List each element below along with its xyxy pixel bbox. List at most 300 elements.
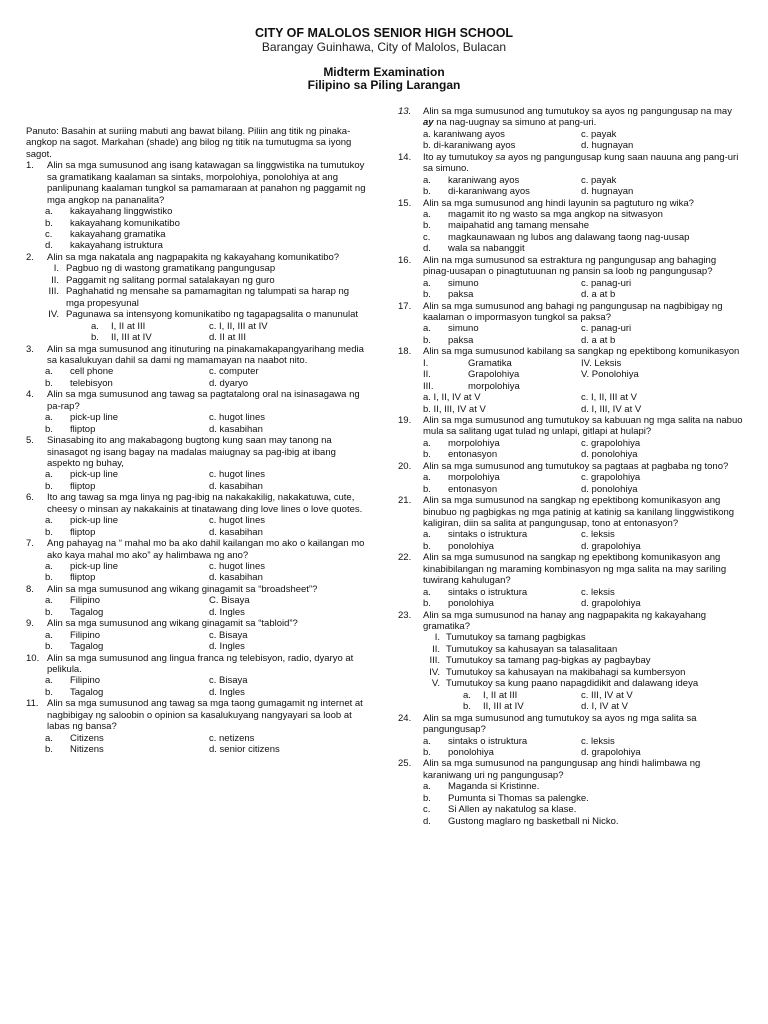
choice-a-c[interactable] [26, 595, 366, 606]
text-span: b. II, III, IV at V [423, 403, 486, 415]
text-span: sintaks o istruktura [448, 586, 528, 598]
text-span: c. I, II, III at IV [209, 320, 268, 332]
choice-a-c[interactable] [398, 690, 743, 701]
text-span: d. I, III, IV at V [581, 403, 642, 415]
text-span: b. [45, 377, 53, 389]
text-span: a. [45, 469, 53, 481]
question-number: 7. [26, 538, 34, 550]
text-span: III. [48, 286, 59, 298]
question-6 [26, 492, 366, 515]
text-span: b. [45, 217, 53, 229]
text-span: II, III at IV [483, 701, 524, 713]
question-number: 14. [398, 151, 412, 163]
question-8 [26, 584, 366, 595]
question-17 [398, 301, 743, 324]
text-span: Gramatika [468, 357, 512, 369]
question-number: 16. [398, 254, 412, 266]
text-span: a. [423, 472, 431, 484]
school-address: Barangay Guinhawa, City of Malolos, Bulacan [261, 40, 507, 54]
text-span: a. [45, 412, 53, 424]
text-span: d. [423, 243, 431, 255]
choice-a-c[interactable] [398, 472, 743, 483]
text-span: d. kasabihan [209, 526, 263, 538]
choice-a-c[interactable] [398, 529, 743, 540]
instructions: Panuto: Basahin at suriing mabuti ang bawat bilang. Piliin ang titik ng pinaka-angkop na sagot. Markahan (shade) ang bilog ng titik na tumutugma sa iyong sagot. [26, 126, 352, 160]
text-span: a. [423, 781, 431, 793]
text-span: d. kasabihan [209, 572, 263, 584]
text-span: III. [423, 380, 434, 392]
text-span: Tumutukoy sa tamang pagbigkas [446, 632, 586, 644]
question-text: Alin sa mga sumusunod ang tawag sa pagtatalong oral na isinasagawa ng pa-rap? [47, 389, 360, 412]
text-span: kakayahang komunikatibo [70, 217, 180, 229]
question-3 [26, 344, 366, 367]
roman-item [26, 263, 366, 274]
choice-b-d[interactable] [26, 607, 366, 618]
text-span: a. [423, 323, 431, 335]
text-span: kakayahang gramatika [70, 229, 166, 241]
choice-c[interactable] [398, 804, 743, 815]
text-span: d. Ingles [209, 606, 245, 618]
text-span: ponolohiya [448, 540, 494, 552]
text-span: b. [45, 606, 53, 618]
question-number: 4. [26, 389, 34, 401]
choice-c[interactable] [398, 232, 743, 243]
question-number: 22. [398, 552, 412, 564]
text-span: d. a at b [581, 334, 616, 346]
text-span: Paghahatid ng mensahe sa pamamagitan ng talumpati sa harap ng mga propesyunal [66, 286, 350, 309]
text-span: ayos ng pangungusap kung saan nauuna ang pang-uri sa simuno. [423, 151, 739, 175]
text-span: sintaks o istruktura [448, 529, 528, 541]
question-16 [398, 255, 743, 278]
text-span: karaniwang ayos [448, 174, 520, 186]
choice-b-d[interactable] [398, 598, 743, 609]
question-number: 2. [26, 251, 34, 263]
text-span: b. [423, 289, 431, 301]
text-span: Tagalog [70, 641, 104, 653]
question-text: Alin sa mga sumusunod na hanay ang nagpapakita ng kakayahang gramatika? [423, 609, 707, 632]
text-span: morpolohiya [468, 380, 520, 392]
text-span: pick-up line [70, 561, 119, 572]
text-span: c. [423, 231, 431, 243]
school-name: CITY OF MALOLOS SENIOR HIGH SCHOOL [254, 26, 514, 40]
choice-b[interactable] [26, 218, 366, 229]
question-24 [398, 713, 743, 736]
question-text [423, 106, 743, 129]
text-span: a. [45, 595, 53, 607]
roman-item [398, 644, 743, 655]
question-number: 17. [398, 300, 412, 312]
text-span: d. kasabihan [209, 480, 263, 492]
choice-b-d[interactable] [26, 572, 366, 583]
text-span: d. grapolohiya [581, 598, 641, 610]
text-span: maipahatid ang tamang mensahe [448, 220, 590, 232]
text-span: b. [423, 540, 431, 552]
choice-b-d[interactable] [26, 687, 366, 698]
choice-a[interactable] [26, 206, 366, 217]
text-span: a. [91, 320, 99, 332]
text-span: Grapolohiya [468, 369, 520, 381]
text-span: c. netizens [209, 732, 255, 744]
text-span: b. [423, 598, 431, 610]
choice-a-c[interactable] [398, 323, 743, 334]
text-span: a. [45, 561, 53, 572]
choice-b-d[interactable] [26, 527, 366, 538]
text-span: a. [423, 586, 431, 598]
text-span: d. I, IV at V [581, 701, 628, 713]
choice-b-d[interactable] [398, 404, 743, 415]
text-span: c. I, II, III at V [581, 392, 637, 404]
question-text: Alin sa mga sumusunod na pangungusap ang hindi halimbawa ng karaniwang uri ng pangungusap? [423, 758, 701, 781]
question-7 [26, 538, 366, 561]
choice-a-c[interactable] [26, 366, 366, 377]
question-22 [398, 552, 743, 586]
text-span: II. [423, 369, 431, 381]
choice-a-c[interactable] [26, 733, 366, 744]
text-span: d. a at b [581, 289, 616, 301]
question-number: 6. [26, 492, 34, 504]
question-5 [26, 435, 366, 469]
text-span: d. Ingles [209, 686, 245, 698]
text-span: may [714, 106, 732, 117]
text-span: c. leksis [581, 735, 615, 747]
question-number: 11. [26, 698, 39, 710]
choice-a-c[interactable] [26, 630, 366, 641]
question-4 [26, 389, 366, 412]
text-span: a. [45, 675, 53, 687]
text-span: Citizens [70, 732, 104, 744]
question-text: Alin sa mga sumusunod na sangkap ng epektibong komunikasyon ang binubuo ng pagbigkas ng mga patinig at katinig sa kanilang linggwistikong kaligiran, diin sa salita at pangungusap, tono at entonasyon? [423, 495, 735, 529]
emphasis-text [423, 117, 434, 128]
text-span: b. [423, 334, 431, 346]
choice-b[interactable] [398, 220, 743, 231]
text-span: pick-up line [70, 412, 119, 424]
text-span: simuno [448, 277, 479, 289]
text-span: b. [45, 572, 53, 584]
question-text: Alin sa mga sumusunod ang lingua franca ng telebisyon, radio, dyaryo at pelikula. [47, 652, 354, 675]
text-span: di-karaniwang ayos [448, 186, 530, 198]
question-text: Alin sa mga sumusunod kabilang sa sangkap ng epektibong komunikasyon [423, 346, 740, 358]
question-text: Alin sa mga sumusunod ang wikang ginagamit sa “tabloid”? [47, 618, 298, 630]
component-row [398, 381, 743, 392]
text-span: d. kasabihan [209, 423, 263, 435]
text-span: sa [495, 151, 506, 163]
question-text: Alin sa mga nakatala ang nagpapakita ng kakayahang komunikatibo? [47, 251, 340, 263]
text-span: b. [423, 483, 431, 495]
text-span: Pagbuo ng di wastong gramatikang pangungusap [66, 263, 276, 275]
text-span: I. [53, 263, 59, 275]
exam-header [0, 26, 768, 92]
text-span: c. grapolohiya [581, 472, 641, 484]
choice-b[interactable] [398, 793, 743, 804]
question-number: 21. [398, 495, 412, 507]
text-span: d. grapolohiya [581, 746, 641, 758]
text-span: c. hugot lines [209, 561, 265, 572]
text-span: telebisyon [70, 377, 113, 389]
choice-b-d[interactable] [398, 541, 743, 552]
text-span: magamit ito ng wasto sa mga angkop na sitwasyon [448, 209, 663, 221]
text-span: a. [423, 174, 431, 186]
question-text: Alin sa mga sumusunod na sangkap ng epektibong komunikasyon ang kinabibilangan ng maraming kombinasyon ng mga salita na may sariling tuwirang kahulugan? [423, 552, 727, 587]
question-20 [398, 461, 743, 472]
text-span: d. dyaryo [209, 377, 249, 389]
text-span: a. [463, 689, 471, 701]
question-number: 15. [398, 197, 412, 209]
choice-b-d[interactable] [26, 641, 366, 652]
text-span: c. grapolohiya [581, 437, 641, 449]
text-span: a. [423, 529, 431, 541]
text-span: c. Bisaya [209, 629, 248, 641]
roman-item [26, 275, 366, 286]
text-span: Alin sa mga sumusunod ang tumutukoy sa ayos ng pangungusap na [423, 106, 712, 117]
text-span: cell phone [70, 366, 114, 378]
text-span: Tumutukoy sa tamang pag-bigkas ay pagbaybay [446, 655, 651, 667]
text-span: c. panag-uri [581, 277, 632, 289]
question-text: Alin sa mga sumusunod ang hindi layunin sa pagtuturo ng wika? [423, 197, 694, 209]
choice-d[interactable] [26, 240, 366, 251]
text-span: Tagalog [70, 686, 104, 698]
roman-item [398, 655, 743, 666]
text-span: I, II at III [483, 689, 518, 701]
question-text: Alin sa mga sumusunod ang isang katawagan sa linggwistika na tumutukoy sa gramatikang kaalaman sa sintaks, morpolohiya, ponolohiya at ang panlipunang kaalaman tungkol sa pamamaraan at panahon ng paggamit ng mga angkop na pananalita? [47, 160, 366, 206]
roman-item [26, 286, 366, 309]
text-span: na nag-uugnay sa simuno at pang-uri. [433, 117, 597, 129]
text-span: IV. [429, 666, 440, 678]
text-span: I. [434, 632, 440, 644]
choice-a[interactable] [398, 781, 743, 792]
text-span: Maganda si Kristinne. [448, 781, 540, 793]
choice-b-d[interactable] [26, 424, 366, 435]
text-span: fliptop [70, 423, 96, 435]
text-span: a. [45, 206, 53, 218]
question-23 [398, 610, 743, 633]
text-span: a. [423, 277, 431, 289]
text-span: C. Bisaya [209, 595, 250, 607]
text-span: a. I, II, IV at V [423, 392, 481, 404]
text-span: c. payak [581, 174, 617, 186]
question-number: 1. [26, 160, 34, 172]
choice-a-c[interactable] [26, 561, 366, 572]
question-number: 24. [398, 712, 412, 724]
text-span: b. di-karaniwang ayos [423, 140, 516, 152]
choice-b-d[interactable] [26, 744, 366, 755]
choice-d[interactable] [398, 816, 743, 827]
text-span: c. leksis [581, 586, 615, 598]
text-span: a. [45, 515, 53, 527]
text-span: c. Bisaya [209, 675, 248, 687]
text-span: morpolohiya [448, 472, 500, 484]
question-number: 23. [398, 609, 412, 621]
text-span: paksa [448, 334, 474, 346]
choice-a-c[interactable] [398, 392, 743, 403]
text-span: a. [45, 732, 53, 744]
choice-a-c[interactable] [26, 515, 366, 526]
component-row [398, 358, 743, 369]
text-span: fliptop [70, 480, 96, 492]
text-span: entonasyon [448, 449, 498, 461]
choice-b-d[interactable] [398, 186, 743, 197]
choice-a-c[interactable] [398, 438, 743, 449]
text-span: b. [45, 423, 53, 435]
text-span: ay [423, 117, 434, 129]
question-text: Alin sa mga sumusunod ang tumutukoy sa ayos ng mga salita sa pangungusap? [423, 712, 697, 736]
choice-c[interactable] [26, 229, 366, 240]
text-span: ponolohiya [448, 598, 494, 610]
text-span: II. [51, 274, 59, 286]
question-18 [398, 346, 743, 357]
choice-a-c[interactable] [26, 321, 366, 332]
text-span: b. [45, 480, 53, 492]
text-span: b. [45, 744, 53, 756]
text-span: c. panag-uri [581, 323, 632, 335]
question-2 [26, 252, 366, 263]
text-span: c. computer [209, 366, 259, 378]
text-span: II, III at IV [111, 332, 152, 344]
question-1 [26, 160, 366, 206]
text-span: Nitizens [70, 744, 104, 756]
text-span: entonasyon [448, 483, 498, 495]
text-span: III. [429, 655, 440, 667]
subject-title: Filipino sa Piling Larangan [307, 78, 461, 92]
question-number: 9. [26, 618, 34, 630]
left-column [26, 126, 366, 756]
question-9 [26, 618, 366, 629]
text-span: b. [423, 186, 431, 198]
text-span: simuno [448, 323, 479, 335]
choice-a-c[interactable] [398, 587, 743, 598]
text-span: a. [423, 209, 431, 221]
question-25 [398, 758, 743, 781]
text-span: V. Ponolohiya [581, 369, 639, 381]
text-span: b. [423, 220, 431, 232]
question-text: Alin na mga sumusunod sa estraktura ng pangungusap ang bahaging pinag-uusapan o pinagtutuunan ng pansin sa loob ng pangungusap? [423, 254, 717, 278]
question-text: Ito ang tawag sa mga linya ng pag-ibig na nakakakilig, nakakatuwa, cute, cheesy o minsan ay nakakainis at tinatawang ding love lines o love quotes. [47, 492, 363, 515]
question-number: 5. [26, 435, 34, 447]
text-span: b. [45, 641, 53, 653]
text-span: b. [423, 792, 431, 804]
question-text: Alin sa mga sumusunod ang tumutukoy sa kabuuan ng mga salita na nabuo mula sa salitang ugat tulad ng unlapi, gitlapi at hulapi? [423, 414, 743, 438]
choice-a-c[interactable] [398, 175, 743, 186]
question-11 [26, 698, 366, 732]
text-span: magkaunawaan ng lubos ang dalawang taong nag-uusap [448, 231, 690, 243]
choice-a-c[interactable] [26, 675, 366, 686]
choice-b-d[interactable] [398, 140, 743, 151]
question-13 [398, 106, 743, 129]
text-span: V. [431, 678, 440, 690]
text-span: c. leksis [581, 529, 615, 541]
question-text: Alin sa mga sumusunod ang wikang ginagamit sa “broadsheet”? [47, 583, 318, 595]
choice-b-d[interactable] [26, 378, 366, 389]
question-10 [26, 653, 366, 676]
component-row [398, 369, 743, 380]
text-span: d. ponolohiya [581, 449, 638, 461]
choice-b-d[interactable] [398, 701, 743, 712]
question-text: Alin sa mga sumusunod ang bahagi ng pangungusap na nagbibigay ng kaalaman o impormasyon tungkol sa paksa? [423, 300, 723, 323]
text-span: b. [463, 701, 471, 713]
roman-item [398, 678, 743, 689]
text-span: I. [423, 357, 429, 369]
choice-a[interactable] [398, 209, 743, 220]
question-number: 20. [398, 460, 412, 472]
text-span: b. [423, 746, 431, 758]
choice-b-d[interactable] [26, 332, 366, 343]
text-span: c. [45, 229, 53, 241]
question-number: 10. [26, 652, 40, 664]
question-text: Alin sa mga sumusunod ang tawag sa mga taong gumagamit ng internet at nagbibigay ng saloobin o opinion sa kasalukuyang nangyayari sa loob at labas ng bansa? [47, 698, 363, 733]
choice-a-c[interactable] [26, 469, 366, 480]
choice-b-d[interactable] [398, 289, 743, 300]
right-column [398, 106, 743, 827]
question-text: Alin sa mga sumusunod ang tumutukoy sa pagtaas at pagbaba ng tono? [423, 460, 729, 472]
choice-a-c[interactable] [398, 278, 743, 289]
choice-b-d[interactable] [26, 481, 366, 492]
choice-b-d[interactable] [398, 335, 743, 346]
text-span: Filipino [70, 675, 101, 687]
choice-d[interactable] [398, 243, 743, 254]
question-number: 25. [398, 758, 412, 770]
text-span: Tagalog [70, 606, 104, 618]
text-span: b. [45, 686, 53, 698]
text-span: kakayahang istruktura [70, 240, 163, 252]
text-span: pick-up line [70, 469, 119, 481]
question-14 [398, 152, 743, 175]
text-span: Tumutukoy sa kung paano napagdidikit and dalawang ideya [446, 678, 699, 690]
choice-a-c[interactable] [398, 736, 743, 747]
text-span: Filipino [70, 629, 101, 641]
roman-item [26, 309, 366, 320]
choice-a-c[interactable] [398, 129, 743, 140]
text-span: pick-up line [70, 515, 119, 527]
text-span: c. payak [581, 128, 617, 140]
text-span: Pagunawa sa intensyong komunikatibo ng tagapagsalita o manunulat [66, 309, 359, 321]
question-number: 3. [26, 343, 34, 355]
text-span: Gustong maglaro ng basketball ni Nicko. [448, 815, 619, 827]
text-span: d. Ingles [209, 641, 245, 653]
text-span: sintaks o istruktura [448, 735, 528, 747]
text-span: II. [432, 643, 440, 655]
text-span: fliptop [70, 572, 96, 584]
text-span: ponolohiya [448, 746, 494, 758]
text-span: d. [423, 815, 431, 827]
question-number: 8. [26, 583, 34, 595]
choice-b-d[interactable] [398, 484, 743, 495]
text-span: paksa [448, 289, 474, 301]
question-21 [398, 495, 743, 529]
text-span: fliptop [70, 526, 96, 538]
text-span: a. [45, 629, 53, 641]
text-span: IV. Leksis [581, 357, 622, 369]
choice-a-c[interactable] [26, 412, 366, 423]
text-span: a. karaniwang ayos [423, 128, 505, 140]
text-span: IV. [48, 309, 59, 321]
text-span: Tumutukoy sa kahusayan na makibahagi sa kumbersyon [446, 666, 686, 678]
text-span: d. hugnayan [581, 186, 634, 198]
text-span: kakayahang linggwistiko [70, 206, 173, 218]
text-span: Pumunta si Thomas sa palengke. [448, 792, 589, 804]
text-span: c. hugot lines [209, 515, 265, 527]
text-span: d. grapolohiya [581, 540, 641, 552]
text-span: wala sa nabanggit [448, 243, 525, 255]
text-span: c. [423, 804, 431, 816]
roman-item [398, 632, 743, 643]
text-span: Ito ay tumutukoy [423, 151, 496, 163]
text-span: d. senior citizens [209, 744, 280, 756]
text-span: b. [423, 449, 431, 461]
choice-b-d[interactable] [398, 449, 743, 460]
text-span: d. hugnayan [581, 140, 634, 152]
choice-b-d[interactable] [398, 747, 743, 758]
question-number: 13. [398, 106, 412, 117]
question-19 [398, 415, 743, 438]
